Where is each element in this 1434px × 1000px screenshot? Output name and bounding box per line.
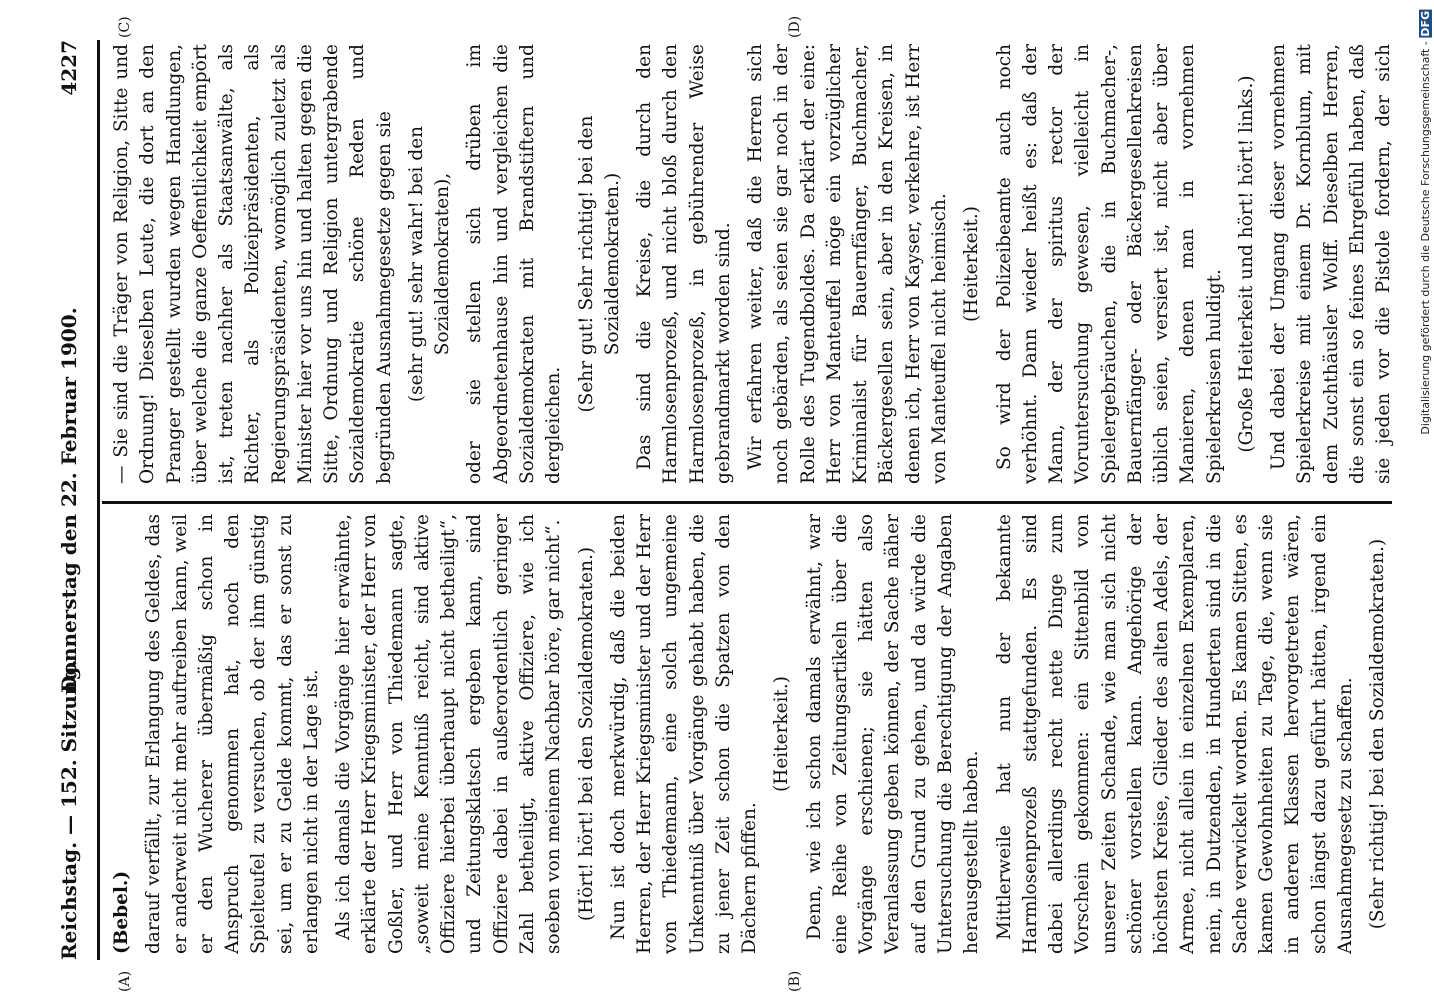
paragraph: Mittlerweile hat nun der bekannte Harmlosenprozeß stattgefunden. Es sind dabei allerdings recht nette Dinge zum Vorschein gekommen: ein Sittenbild von unserer Zeiten Schande, wie man sich nicht schöner vorstellen kann. Angehörige der höchsten Kreise, Glieder des alten Adels, der Armee, nicht allein in einzelnen Exemplaren, nein, in Dutzenden, in Hunderten sind in die Sache verwickelt worden. Es kamen Sitten, es kamen Gewohnheiten zu Tage, die, wenn sie in anderen Klassen hervorgetreten wären, schon längst dazu geführt hätten, irgend ein Ausnahmegesetz zu schaffen.: [993, 514, 1356, 954]
paragraph: Als ich damals die Vorgänge hier erwähnte, erklärte der Herr Kriegsminister, der Herr von Goßler, und Herr von Thiedemann sagte, „soweit meine Kenntniß reicht, sind aktive Offiziere hierbei überhaupt nicht betheiligt“, und Zeitungsklatsch ergeben kann, sind Offiziere dabei in außerordentlich geringer Zahl betheiligt, aktive Offiziere, wie ich soeben von meinem Nachbar höre, gar nicht“.: [333, 514, 565, 954]
page-header: [47, 40, 87, 960]
interjection: (Heiterkeit.): [961, 205, 983, 323]
credit-text: Digitalisierung gefördert durch die Deutsche Forschungsgemeinschaft -: [1419, 41, 1432, 435]
interjection: (Hört! hört! bei den Sozialdemokraten.): [575, 546, 597, 922]
paragraph: Denn, wie ich schon damals erwähnt, war eine Reihe von Zeitungsartikeln über die Vorgänge erschienen; sie hätten also Veranlassung geben können, der Sache näher auf den Grund zu gehen, und da würde die Untersuchung die Berechtigung der Angaben herausgestellt haben.: [803, 514, 983, 954]
speaker-label: (Bebel.): [111, 870, 132, 954]
digitization-credit: [1419, 10, 1432, 435]
paragraph: Wir erfahren weiter, daß die Herren sich noch gebärden, als seien sie gar noch in der Rolle des Tugendboldes. Da erklärt der eine: Herr von Manteuffel möge ein vorzüglicher Kriminalist für Bauernfänger, Buchmacher, Bäckergesellen sein, aber in den Kreisen, in denen ich, Herr von Kayser, verkehre, ist Herr von Manteuffel nicht heimisch.: [745, 44, 950, 484]
dfg-logo: DFG: [1419, 11, 1432, 37]
margin-mark-d: (D): [787, 15, 803, 38]
interjection: (Große Heiterkeit und hört! hört! links.): [1235, 75, 1257, 453]
paragraph: Das sind die Kreise, die durch den Harmlosenprozeß, und nicht bloß durch den Harmlosenprozeß, in gebührender Weise gebrandmarkt worden sind.: [634, 44, 734, 484]
paragraph: darauf verfällt, zur Erlangung des Geldes, das er anderweit nicht mehr auftreiben kann, weil er den Wucherer übermäßig schon in Anspruch genommen hat, noch den Spielteufel zu versuchen, ob der ihm günstig sei, um er zu Gelde kommt, das er sonst zu erlangen nicht in der Lage ist.: [143, 514, 322, 954]
left-column: [109, 514, 1397, 954]
interjection: (sehr gut! sehr wahr! bei den Sozialdemokraten),: [405, 125, 454, 403]
margin-mark-c: (C): [117, 16, 133, 38]
page-number: 4227: [57, 40, 81, 96]
margin-mark-b: (B): [787, 970, 803, 992]
header-date: Donnerstag den 22. Februar 1900.: [57, 307, 81, 693]
header-rule: [97, 40, 100, 960]
margin-mark-a: (A): [117, 970, 133, 992]
interjection: (Heiterkeit.): [771, 675, 793, 793]
paragraph: Nun ist doch merkwürdig, daß die beiden Herren, der Herr Kriegsminister und der Herr von Thiedemann, eine solch ungemeine Unkenntniß über Vorgänge gehabt haben, die zu jener Zeit schon die Spatzen von den Dächern pfiffen.: [607, 514, 761, 954]
rotated-page: [17, 0, 1417, 1000]
column-rule: [102, 501, 1392, 504]
header-left: Reichstag. — 152. Sitzung.: [57, 659, 81, 960]
interjection: (Sehr gut! Sehr richtig! bei den Sozialdemokraten.): [575, 115, 623, 413]
paragraph: — Sie sind die Träger von Religion, Sitte und Ordnung! Dieselben Leute, die dort an den Pranger gestellt wurden wegen Handlungen, über welche die ganze Oeffentlichkeit empört ist, treten nachher als Staatsanwälte, als Richter, als Polizeipräsidenten, als Regierungspräsidenten, womöglich zuletzt als Minister hier vor uns hin und halten gegen die Sitte, Ordnung und Religion untergrabende Sozialdemokratie schöne Reden und begründen Ausnahmegesetze gegen sie: [111, 44, 395, 484]
paragraph: oder sie stellen sich drüben im Abgeordnetenhause hin und vergleichen die Sozialdemokraten mit Brandstiftern und dergleichen.: [464, 44, 565, 484]
right-column: [109, 44, 1397, 484]
paragraph: So wird der Polizeibeamte auch noch verhöhnt. Dann wieder heißt es: daß der Mann, der der spiritus rector der Voruntersuchung gewesen, vielleicht in Spielergebräuchen, die in Buchmacher-, Bauernfänger- oder Bäckergesellenkreisen üblich seien, versiert ist, nicht aber über Manieren, denen man in vornehmen Spielerkreisen huldigt.: [993, 44, 1225, 484]
interjection: (Sehr richtig! bei den Sozialdemokraten.): [1367, 538, 1389, 930]
paragraph: Und dabei der Umgang dieser vornehmen Spielerkreise mit einem Dr. Kornblum, mit dem Zuchthäusler Wolff. Dieselben Herren, die sonst ein so feines Ehrgefühl haben, daß sie jeden vor die Pistole fordern, der sich: [1268, 44, 1395, 484]
